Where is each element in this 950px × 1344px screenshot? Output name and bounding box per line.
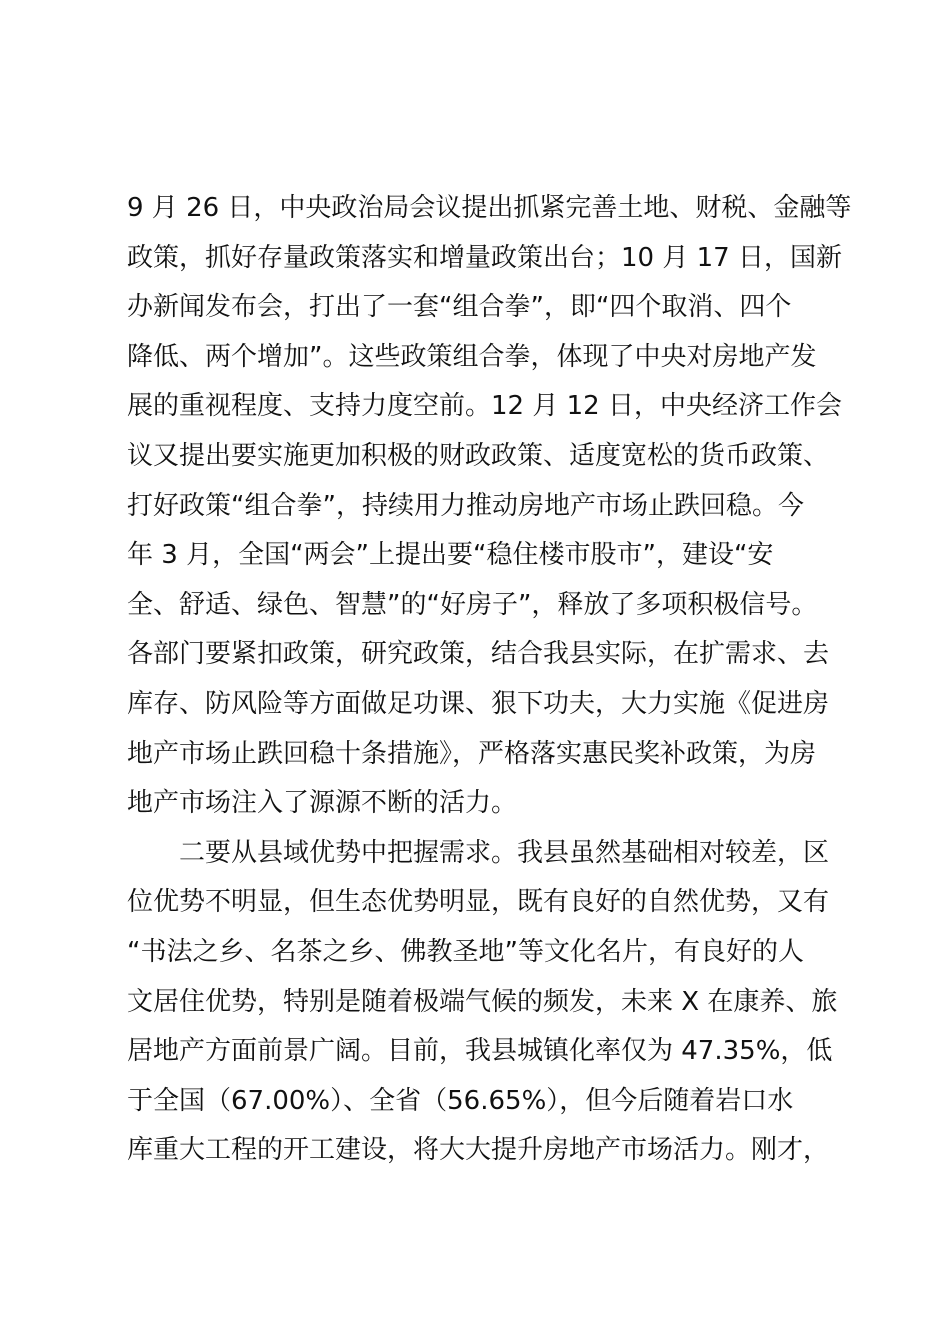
text-line: 9 月 26 日，中央政治局会议提出抓紧完善土地、财税、金融等 (127, 193, 852, 223)
text-line: 降低、两个增加”。这些政策组合拳，体现了中央对房地产发 (127, 341, 817, 372)
text-line: “书法之乡、名茶之乡、佛教圣地”等文化名片，有良好的人 (127, 936, 804, 967)
text-line: 办新闻发布会，打出了一套“组合拳”，即“四个取消、四个 (127, 292, 792, 323)
text-line: 二要从县域优势中把握需求。我县虽然基础相对较差，区 (179, 837, 830, 868)
text-line: 全、舒适、绿色、智慧”的“好房子”，释放了多项积极信号。 (127, 589, 818, 620)
text-line: 于全国（67.00%）、全省（56.65%），但今后随着岩口水 (127, 1085, 794, 1116)
text-line: 库存、防风险等方面做足功课、狠下功夫，大力实施《促进房 (127, 688, 830, 719)
text-line: 议又提出要实施更加积极的财政政策、适度宽松的货币政策、 (127, 440, 830, 471)
paragraph-county-advantage (127, 829, 847, 1176)
text-line: 地产市场注入了源源不断的活力。 (127, 788, 518, 819)
text-line: 各部门要紧扣政策，研究政策，结合我县实际，在扩需求、去 (127, 639, 830, 670)
text-line: 展的重视程度、支持力度空前。12 月 12 日，中央经济工作会 (127, 391, 842, 422)
text-line: 位优势不明显，但生态优势明显，既有良好的自然优势，又有 (127, 887, 830, 918)
text-line: 政策，抓好存量政策落实和增量政策出台；10 月 17 日，国新 (127, 242, 842, 273)
text-line: 打好政策“组合拳”，持续用力推动房地产市场止跌回稳。今 (127, 490, 804, 521)
text-line: 文居住优势，特别是随着极端气候的频发，未来 X 在康养、旅 (127, 986, 838, 1017)
body-text (127, 184, 852, 1176)
paragraph-policy (127, 184, 852, 829)
text-line: 地产市场止跌回稳十条措施》，严格落实惠民奖补政策，为房 (127, 738, 817, 769)
text-line: 库重大工程的开工建设，将大大提升房地产市场活力。刚才， (127, 1135, 830, 1166)
text-line: 年 3 月，全国“两会”上提出要“稳住楼市股市”，建设“安 (127, 540, 774, 571)
text-line: 居地产方面前景广阔。目前，我县城镇化率仅为 47.35%，低 (127, 1036, 833, 1067)
